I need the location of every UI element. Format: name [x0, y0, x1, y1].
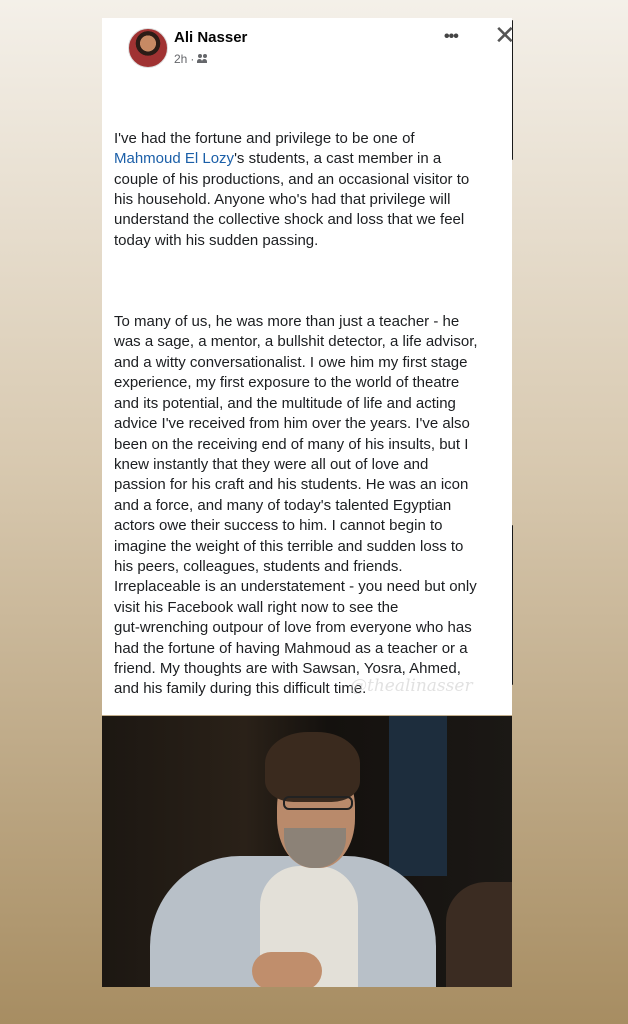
post-paragraph-2: To many of us, he was more than just a teacher - he was a sage, a mentor, a bullshit detector, a life advisor, and a witty conversationalist. I owe him my first stage experience, my first exposure to the world of theatre and its potential, and the multitude of life and acting advice I've received from him over the years. I've also been on the receiving end of many of his insults, but I knew instantly that they were all out of love and passion for his craft and his students. He was an icon and a force, and many of today's talented Egyptian actors owe their success to him. I cannot begin to imagine the weight of this terrible and sudden loss to his peers, colleagues, students and friends. Irreplaceable is an understatement - you need but only visit his Facebook wall right now to see the gut-wrenching outpour of love from everyone who has had the fortune of having Mahmoud as a teacher or a friend. My thoughts are with Sawsan, Yosra, Ahmed, and his family during this difficult time. [114, 313, 478, 698]
watermark: @thealinasser [350, 676, 473, 696]
post-paragraph-1 [114, 129, 502, 251]
friends-icon[interactable] [197, 54, 209, 64]
post-header [116, 18, 516, 88]
photo-person-hair [265, 732, 360, 802]
post-time[interactable]: 2h [174, 52, 188, 66]
paragraph-1-end: 's students, a cast member in a couple of his productions, and an occasional visitor to his household. Anyone who's had that privilege will understand the collective shock and loss that we feel today with his sudden passing. [114, 150, 470, 249]
author-name[interactable]: Ali Nasser [174, 29, 248, 46]
paragraph-1-start: I've had the fortune and privilege to be one of [114, 129, 415, 147]
author-avatar[interactable] [128, 28, 168, 68]
photo-second-person [446, 882, 512, 987]
more-options-icon[interactable]: ••• [444, 28, 458, 45]
photo-person-hand [252, 952, 322, 987]
post-meta [174, 52, 209, 66]
mention-link[interactable]: Mahmoud El Lozy [114, 150, 235, 168]
post-photo[interactable] [102, 716, 512, 987]
background-pillar [389, 716, 447, 876]
facebook-post-card [102, 18, 516, 715]
photo-person-glasses [283, 796, 353, 810]
close-icon[interactable]: ✕ [494, 20, 516, 50]
meta-separator: · [190, 52, 195, 66]
